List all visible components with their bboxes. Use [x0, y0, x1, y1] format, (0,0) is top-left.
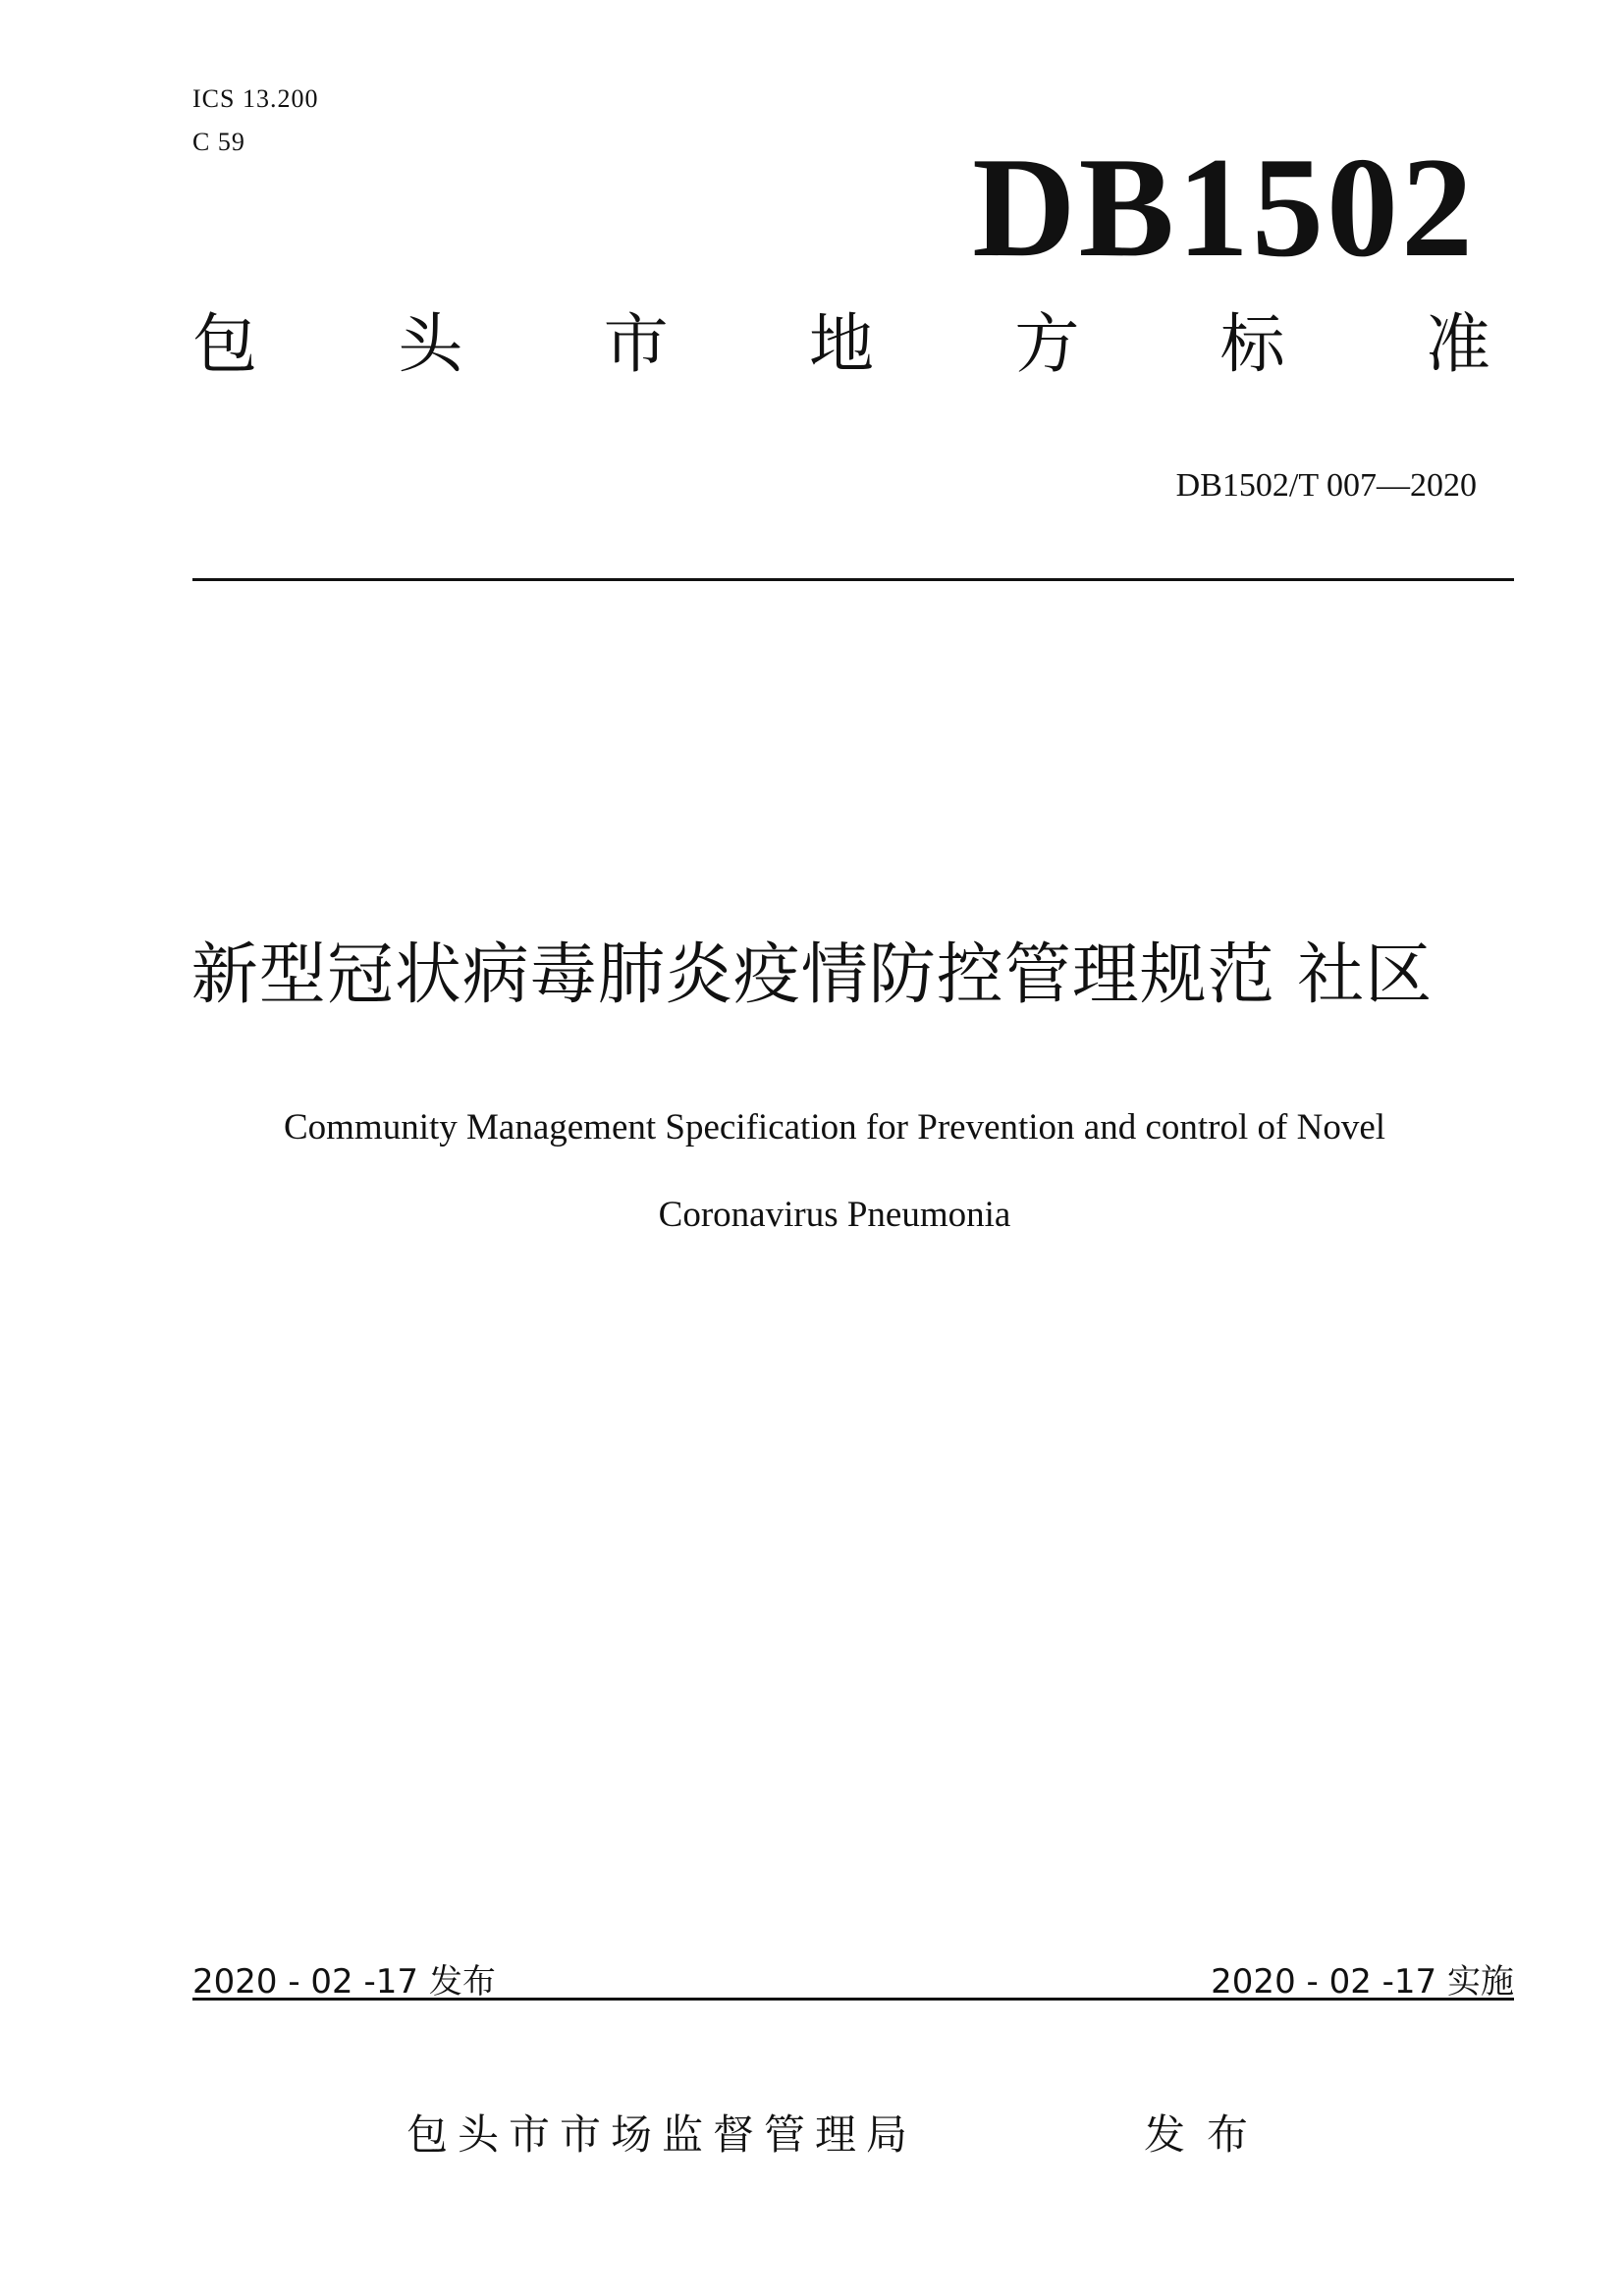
standard-type-char: 市 — [603, 306, 669, 382]
implementation-date: 2020 - 02 -17 实施 — [1211, 1962, 1514, 2002]
standard-type-char: 头 — [398, 306, 463, 382]
standard-type-char: 包 — [192, 306, 257, 382]
standard-type-heading — [192, 306, 1490, 382]
english-title-line1: Community Management Specification for Prevention and control of Novel — [283, 1107, 1386, 1148]
standard-type-char: 标 — [1219, 306, 1285, 382]
publish-label: 发布 — [1144, 2110, 1271, 2159]
standard-type-char: 准 — [1425, 306, 1490, 382]
publisher-name: 包头市市场监督管理局 — [406, 2110, 918, 2159]
ics-code: ICS 13.200 — [192, 84, 319, 113]
ccs-code: C 59 — [192, 128, 245, 156]
standard-type-char: 地 — [808, 306, 874, 382]
top-divider — [192, 578, 1514, 581]
standard-number: DB1502/T 007—2020 — [1175, 467, 1477, 504]
english-title-line2: Coronavirus Pneumonia — [658, 1195, 1011, 1235]
bottom-divider — [192, 1998, 1514, 2001]
db-code: DB1502 — [972, 128, 1476, 287]
chinese-title: 新型冠状病毒肺炎疫情防控管理规范 社区 — [190, 936, 1434, 1014]
standard-type-char: 方 — [1014, 306, 1080, 382]
issue-date: 2020 - 02 -17 发布 — [192, 1962, 496, 2002]
